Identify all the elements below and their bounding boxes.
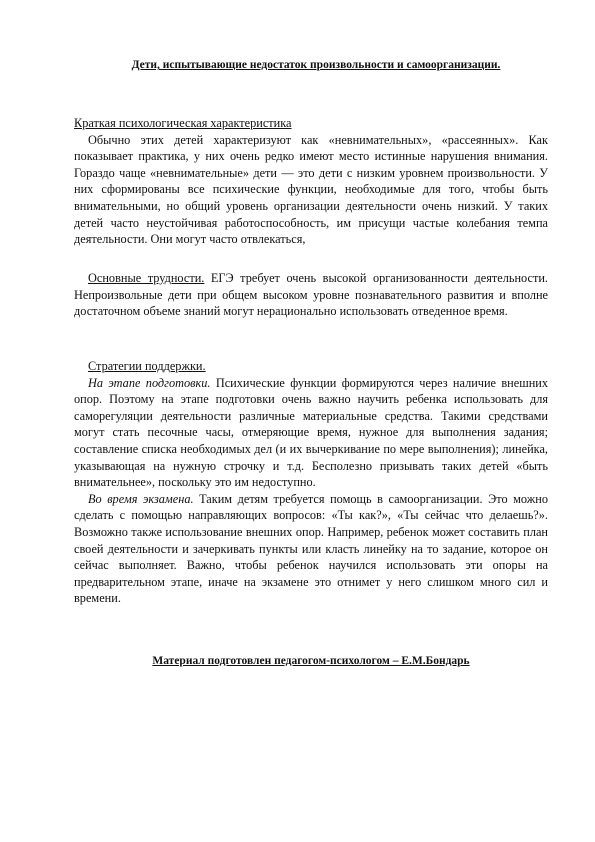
paragraph-exam [74,491,548,607]
section-characteristics [74,115,548,248]
heading-difficulties: Основные трудности. [88,271,205,285]
document-title: Дети, испытывающие недостаток произвольности и самоорганизации. [131,59,501,71]
exam-text: Таким детям требуется помощь в самоорганизации. Это можно сделать с помощью направляющих вопросов: «Ты как?», «Ты сейчас что делаешь?». Возможно также использование внешних опор. Например, ребенок может составить план своей деятельности и зачеркивать пункты или класть линейку на то задание, которое он сейчас выполняет. Важно, чтобы ребенок научился использовать эти опоры на предварительном этапе, иначе на экзамене это отнимет у него слишком много сил и времени. [74,491,548,606]
section-strategies [74,358,548,607]
heading-text: Краткая психологическая характеристика [74,116,292,130]
difficulties-text: ЕГЭ требует очень высокой организованности деятельности. Непроизвольные дети при общем высоком уровне познавательного развития и вполне достаточном объеме знаний могут нерационально использовать отведенное время. [74,271,548,319]
heading-strategies: Стратегии поддержки. [88,359,206,373]
section-heading-strategies [74,358,548,375]
preparation-text: Психические функции формируются через наличие внешних опор. Поэтому на этапе подготовки очень важно научить ребенка использовать для саморегуляции деятельности различные материальные средства. Такими средствами могут стать песочные часы, отмеряющие время, нужное для выполнения задания; составление списка необходимых дел (и их вычеркивание по мере выполнения); линейка, указывающая на нужную строчку и т.д. Бесполезно призывать таких детей «быть внимательнее», поскольку это им недоступно. [74,375,549,490]
section-difficulties [74,270,548,320]
author-footer: Материал подготовлен педагогом-психологом – Е.М.Бондарь [152,655,470,667]
preparation-lead: На этапе подготовки. [88,375,211,390]
paragraph-characteristics: Обычно этих детей характеризуют как «невнимательных», «рассеянных». Как показывает практика, у них очень редко имеют место истинные нарушения внимания. Гораздо чаще «невнимательные» дети — это дети с низким уровнем произвольности. У них сформированы все психические функции, необходимые для того, чтобы быть внимательными, но общий уровень организации деятельности очень низкий. У таких детей часто неустойчивая работоспособность, им присущи частые колебания темпа деятельности. Они могут часто отвлекаться, [74,132,548,247]
paragraph-difficulties [74,270,548,320]
exam-lead: Во время экзамена. [88,491,194,506]
paragraph-preparation [74,375,548,491]
section-heading-characteristics [74,115,548,132]
